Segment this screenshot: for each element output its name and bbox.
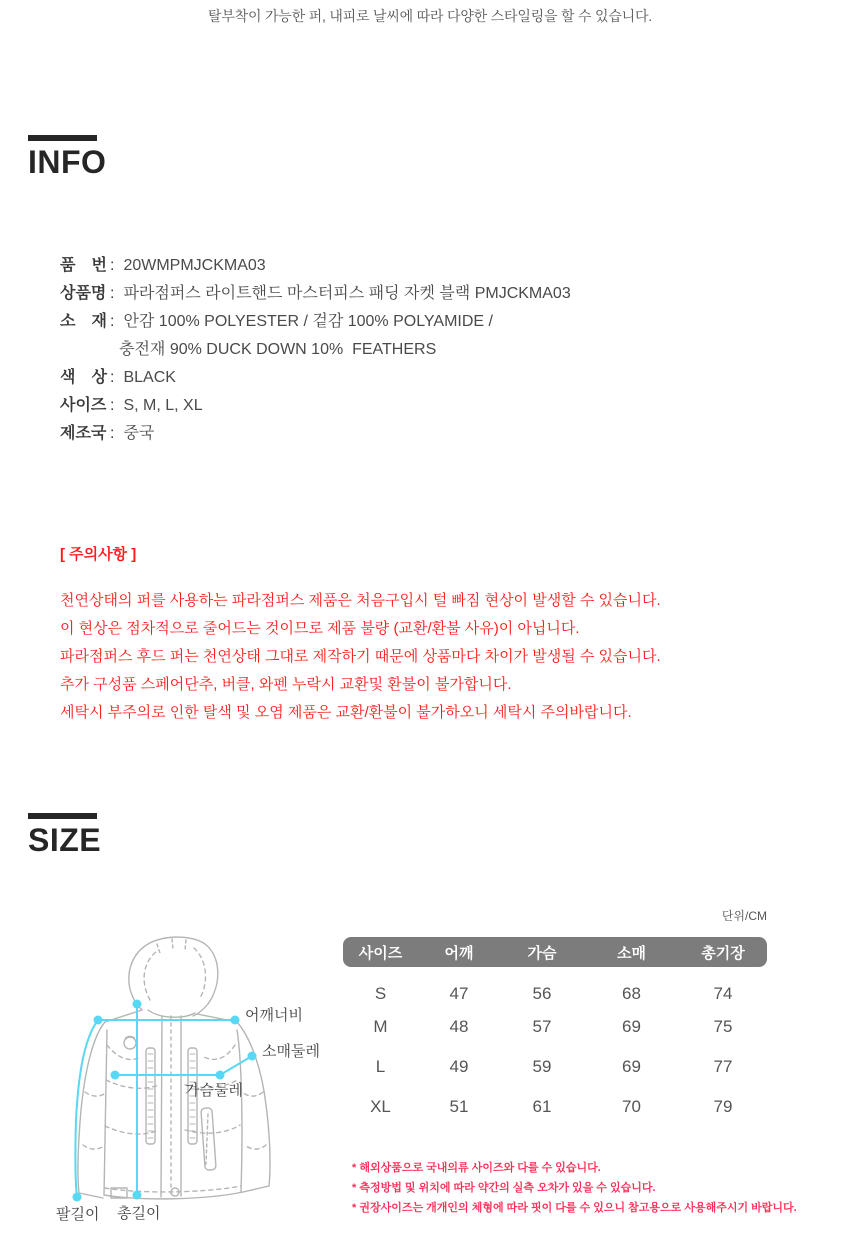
info-colon: : xyxy=(110,397,115,414)
caution-line: 이 현상은 점차적으로 줄어드는 것이므로 제품 불량 (교환/환불 사유)이 아닙니다. xyxy=(60,620,580,637)
table-row xyxy=(343,1007,767,1047)
info-label: 제조국 xyxy=(60,425,107,442)
cell-shoulder: 47 xyxy=(449,984,469,1003)
col-header-length: 총기장 xyxy=(679,937,767,967)
cell-sleeve: 69 xyxy=(622,1057,641,1076)
info-heading: INFO xyxy=(28,144,107,180)
cell-size: XL xyxy=(370,1097,391,1116)
info-label: 사이즈 xyxy=(60,397,107,414)
info-section-bar xyxy=(28,135,97,141)
col-header-chest: 가슴 xyxy=(500,937,584,967)
caution-line: 파라점퍼스 후드 퍼는 천연상태 그대로 제작하기 때문에 상품마다 차이가 발생될 수 있습니다. xyxy=(60,648,661,665)
table-row xyxy=(343,967,767,1007)
info-row-material-cont xyxy=(60,336,571,364)
info-colon: : xyxy=(110,257,115,274)
col-header-size: 사이즈 xyxy=(343,937,418,967)
product-info-list xyxy=(60,252,571,448)
cell-chest: 59 xyxy=(532,1057,552,1076)
info-colon: : xyxy=(110,425,115,442)
cell-chest: 56 xyxy=(532,984,552,1003)
size-table xyxy=(343,937,767,1127)
cell-length: 74 xyxy=(713,984,733,1003)
shoulder-width-label: 어깨너비 xyxy=(245,1007,303,1024)
caution-lines xyxy=(60,587,661,727)
cell-size: S xyxy=(374,984,387,1003)
info-row-product-name xyxy=(60,280,571,308)
footnote: * 권장사이즈는 개개인의 체형에 따라 핏이 다를 수 있으니 참고용으로 사용해주시기 바랍니다. xyxy=(352,1202,797,1214)
cell-sleeve: 70 xyxy=(622,1097,641,1116)
info-label: 상품명 xyxy=(60,285,107,302)
cell-shoulder: 48 xyxy=(449,1017,469,1036)
intro-note: 탈부착이 가능한 퍼, 내피로 날씨에 따라 다양한 스타일링을 할 수 있습니다. xyxy=(208,8,652,24)
unit-label: 단위/CM xyxy=(721,909,767,923)
info-value: 중국 xyxy=(123,425,155,442)
caution-title: [ 주의사항 ] xyxy=(60,546,137,563)
info-colon: : xyxy=(110,285,115,302)
jacket-measurement-diagram xyxy=(45,930,335,1230)
info-label: 소 재 xyxy=(60,313,107,330)
measurement-lines xyxy=(75,1004,252,1197)
cell-size: L xyxy=(375,1057,386,1076)
info-colon: : xyxy=(110,313,115,330)
table-row xyxy=(343,1087,767,1127)
cell-length: 79 xyxy=(713,1097,733,1116)
info-value: 파라점퍼스 라이트핸드 마스터피스 패딩 자켓 블랙 PMJCKMA03 xyxy=(123,285,571,302)
total-length-label: 총길이 xyxy=(117,1205,161,1222)
cell-shoulder: 51 xyxy=(449,1097,469,1116)
info-row-color xyxy=(60,364,571,392)
arm-length-label: 팔길이 xyxy=(56,1206,100,1223)
size-footnotes xyxy=(352,1158,797,1218)
size-table-header-row xyxy=(343,937,767,967)
info-row-size xyxy=(60,392,571,420)
caution-line: 천연상태의 퍼를 사용하는 파라점퍼스 제품은 처음구입시 털 빠짐 현상이 발생할 수 있습니다. xyxy=(60,592,661,609)
info-value: 20WMPMJCKMA03 xyxy=(123,257,266,274)
info-row-origin xyxy=(60,420,571,448)
info-colon: : xyxy=(110,369,115,386)
footnote: * 해외상품으로 국내의류 사이즈와 다를 수 있습니다. xyxy=(352,1162,601,1174)
cell-length: 75 xyxy=(713,1017,733,1036)
sleeve-girth-label: 소매둘레 xyxy=(262,1043,320,1060)
cell-length: 77 xyxy=(713,1057,733,1076)
info-label: 품 번 xyxy=(60,257,107,274)
info-value: 안감 100% POLYESTER / 겉감 100% POLYAMIDE / xyxy=(123,313,493,330)
col-header-sleeve: 소매 xyxy=(584,937,679,967)
info-value: S, M, L, XL xyxy=(123,397,203,414)
info-label: 색 상 xyxy=(60,369,107,386)
size-section-bar xyxy=(28,813,97,819)
footnote: * 측정방법 및 위치에 따라 약간의 실측 오차가 있을 수 있습니다. xyxy=(352,1182,656,1194)
cell-shoulder: 49 xyxy=(449,1057,469,1076)
caution-line: 세탁시 부주의로 인한 탈색 및 오염 제품은 교환/환불이 불가하오니 세탁시 주의바랍니다. xyxy=(60,704,632,721)
info-value: 충전재 90% DUCK DOWN 10% FEATHERS xyxy=(119,341,437,358)
cell-sleeve: 68 xyxy=(622,984,641,1003)
caution-line: 추가 구성품 스페어단추, 버클, 와펜 누락시 교환및 환불이 불가합니다. xyxy=(60,676,512,693)
col-header-shoulder: 어깨 xyxy=(418,937,500,967)
table-row xyxy=(343,1047,767,1087)
info-row-item-number xyxy=(60,252,571,280)
caution-section xyxy=(60,543,661,727)
chest-girth-label: 가슴둘레 xyxy=(185,1082,243,1099)
cell-chest: 61 xyxy=(532,1097,552,1116)
cell-sleeve: 69 xyxy=(622,1017,641,1036)
info-value: BLACK xyxy=(123,369,176,386)
cell-chest: 57 xyxy=(532,1017,552,1036)
cell-size: M xyxy=(373,1017,388,1036)
size-heading: SIZE xyxy=(28,822,102,858)
info-row-material xyxy=(60,308,571,336)
